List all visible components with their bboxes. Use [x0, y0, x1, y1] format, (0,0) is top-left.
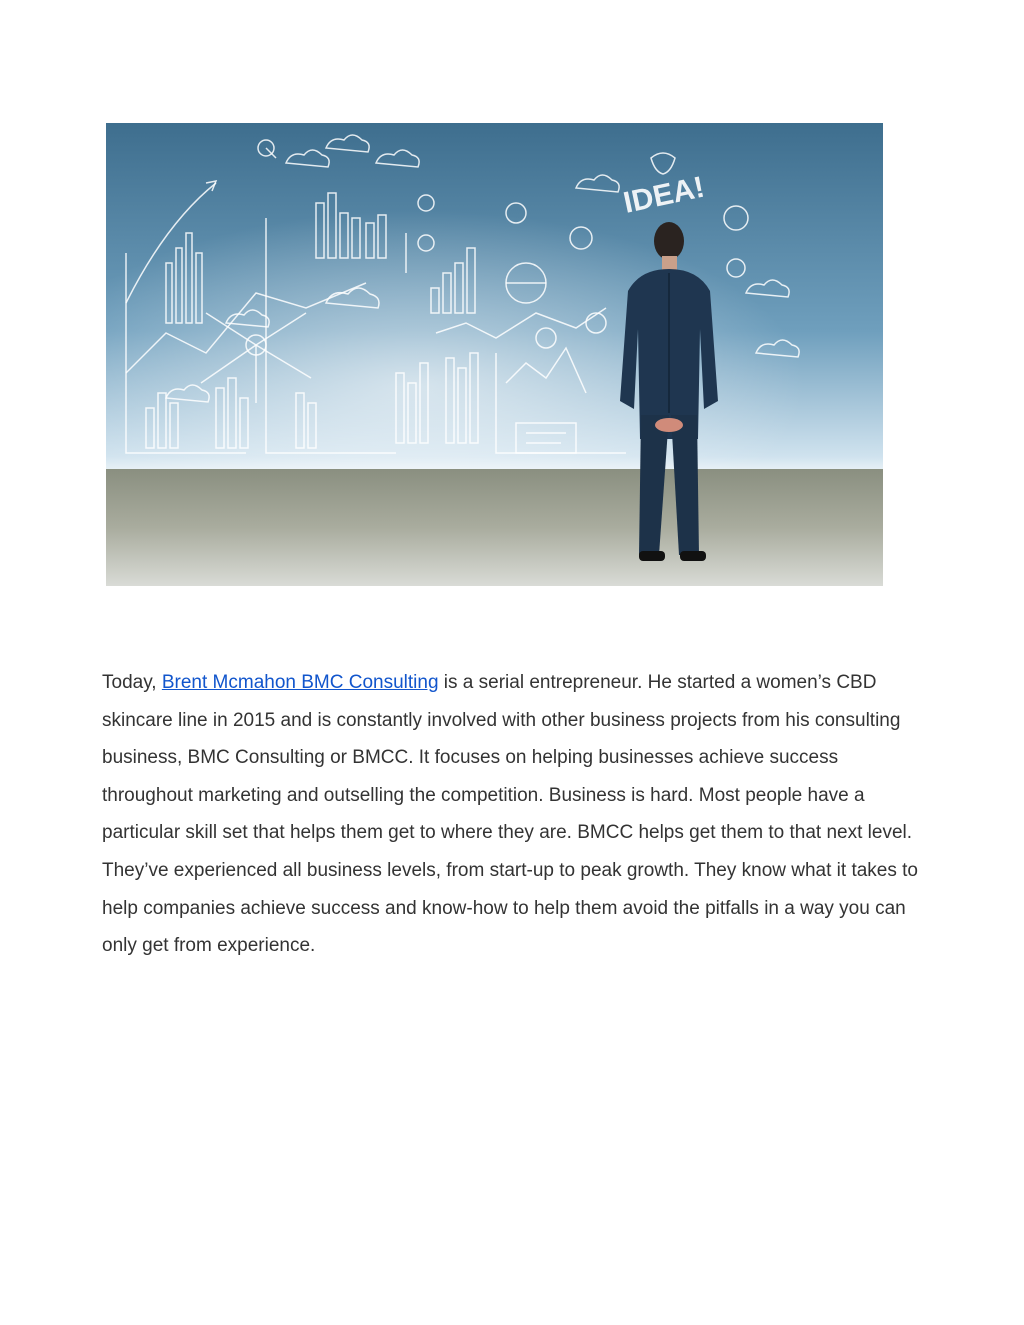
- paragraph-rest: is a serial entrepreneur. He started a women’s CBD skincare line in 2015 and is constantly involved with other business projects from his consulting business, BMC Consulting or BMCC. It focuses on helping businesses achieve success throughout marketing and outselling the competition. Business is hard. Most people have a particular skill set that helps them get to where they are. BMCC helps get them to that next level. They’ve experienced all business levels, from start-up to peak growth. They know what it takes to help companies achieve success and know-how to help them avoid the pitfalls in a way you can only get from experience.: [102, 672, 918, 957]
- brent-mcmahon-link[interactable]: Brent Mcmahon BMC Consulting: [161, 672, 439, 693]
- business-ideas-illustration: [106, 123, 883, 586]
- hero-image: [106, 123, 883, 586]
- body-paragraph: [102, 664, 932, 965]
- paragraph-lead: Today,: [102, 672, 162, 693]
- idea-sign: IDEA!: [620, 170, 708, 220]
